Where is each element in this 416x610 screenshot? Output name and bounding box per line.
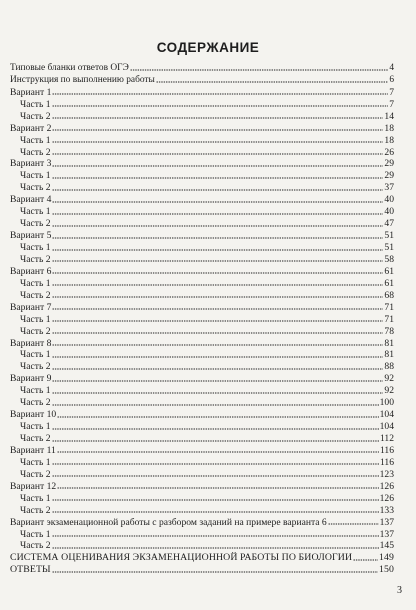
toc-entry-label: Часть 2: [20, 504, 51, 516]
toc-entry-label: Часть 2: [20, 540, 51, 552]
dot-leader: [52, 117, 384, 119]
toc-entry-page: 51: [384, 242, 394, 253]
dot-leader: [52, 356, 384, 358]
dot-leader: [52, 189, 384, 191]
toc-entry-label: Часть 2: [20, 361, 51, 373]
toc-entry-label: Вариант 5: [10, 230, 52, 242]
dot-leader: [52, 463, 379, 465]
toc-subentry: [10, 396, 394, 408]
toc-subentry: [10, 313, 394, 325]
dot-leader: [52, 105, 389, 107]
toc-entry: [10, 372, 394, 384]
toc-entry-page: 123: [379, 468, 394, 480]
toc-subentry: [10, 349, 394, 361]
toc-subentry: [10, 420, 394, 432]
toc-entry-label: Часть 1: [20, 277, 51, 289]
dot-leader: [52, 177, 384, 179]
toc-entry-label: Часть 1: [20, 349, 51, 361]
toc-entry-page: 100: [379, 397, 394, 409]
toc-entry-label: Часть 2: [20, 218, 51, 230]
toc-entry: [10, 480, 394, 492]
toc-entry-label: Вариант 11: [10, 444, 56, 456]
page-number: 3: [397, 585, 402, 596]
toc-subentry: [10, 169, 394, 181]
toc-entry-label: Часть 1: [20, 456, 51, 468]
toc-subentry: [10, 241, 394, 253]
toc-entry-label: Вариант экзаменационной работы с разбором заданий на примере варианта 6: [10, 516, 327, 528]
dot-leader: [52, 535, 379, 537]
dot-leader: [52, 392, 384, 394]
toc-entry-label: Часть 1: [20, 385, 51, 397]
toc-entry-page: 104: [379, 409, 394, 421]
toc-entry-label: Вариант 8: [10, 337, 52, 349]
dot-leader: [52, 320, 384, 322]
toc-entry-label: Часть 1: [20, 206, 51, 218]
dot-leader: [52, 428, 379, 430]
dot-leader: [52, 547, 379, 549]
toc-entry-page: 71: [384, 301, 394, 313]
dot-leader: [52, 129, 383, 131]
toc-entry-page: 61: [384, 265, 394, 277]
dot-leader: [52, 511, 379, 513]
dot-leader: [52, 213, 384, 215]
dot-leader: [52, 344, 383, 346]
dot-leader: [52, 571, 378, 573]
toc-entry-label: Вариант 6: [10, 265, 52, 277]
toc-entry-page: 7: [389, 86, 394, 98]
toc-entry-page: 133: [379, 504, 394, 516]
toc-entry-label: Часть 2: [20, 289, 51, 301]
toc-subentry: [10, 432, 394, 444]
toc-entry-page: 81: [384, 337, 394, 349]
dot-leader: [52, 272, 383, 274]
toc-entry-label: Вариант 3: [10, 158, 52, 170]
toc-entry-page: 4: [389, 62, 394, 73]
toc-entry-page: 29: [384, 170, 394, 182]
toc-entry-page: 14: [384, 110, 394, 122]
toc-entry: [10, 158, 394, 170]
toc-entry-label: Часть 1: [20, 134, 51, 146]
toc-entry-label: Вариант 7: [10, 301, 52, 313]
toc-subentry: [10, 325, 394, 337]
toc-entry-page: 150: [379, 564, 394, 576]
toc-entry: [10, 551, 394, 563]
toc-entry-label: Часть 1: [20, 492, 51, 504]
toc-subentry: [10, 205, 394, 217]
toc-entry-page: 116: [379, 444, 394, 456]
toc-entry: [10, 444, 394, 456]
dot-leader: [52, 308, 383, 310]
dot-leader: [353, 559, 378, 561]
toc-entry-page: 6: [389, 74, 394, 85]
toc-entry-page: 137: [379, 528, 394, 540]
toc-entry-page: 149: [379, 552, 394, 564]
toc-entry-label: Часть 1: [20, 421, 51, 433]
toc-subentry: [10, 277, 394, 289]
dot-leader: [52, 249, 384, 251]
toc-entry-label: Часть 2: [20, 468, 51, 480]
toc-entry-label: Типовые бланки ответов ОГЭ: [10, 62, 129, 73]
toc-subentry: [10, 456, 394, 468]
toc-subentry: [10, 217, 394, 229]
dot-leader: [52, 237, 383, 239]
dot-leader: [52, 332, 384, 334]
dot-leader: [52, 296, 384, 298]
toc-entry-page: 92: [384, 373, 394, 385]
toc-entry-label: Часть 2: [20, 325, 51, 337]
dot-leader: [52, 260, 384, 262]
toc-subentry: [10, 540, 394, 552]
toc-subentry: [10, 468, 394, 480]
dot-leader: [52, 380, 383, 382]
toc-entry: [10, 301, 394, 313]
toc-entry-label: Часть 1: [20, 528, 51, 540]
toc-subentry: [10, 253, 394, 265]
toc-entry-page: 71: [384, 313, 394, 325]
toc-entry: [10, 265, 394, 277]
toc-entry: [10, 563, 394, 575]
toc-entry-label: ОТВЕТЫ: [10, 564, 51, 576]
toc-entry: [10, 62, 394, 74]
toc-entry-label: Часть 2: [20, 146, 51, 158]
toc-subentry: [10, 384, 394, 396]
toc-subentry: [10, 134, 394, 146]
toc-subentry: [10, 360, 394, 372]
toc-entry-label: Часть 2: [20, 433, 51, 444]
toc-entry-page: 112: [379, 433, 394, 444]
dot-leader: [52, 499, 379, 501]
toc-entry-page: 92: [384, 385, 394, 397]
toc-entry-label: Часть 1: [20, 242, 51, 253]
toc-entry-page: 40: [384, 194, 394, 206]
toc-entry-label: Инструкция по выполнению работы: [10, 74, 155, 85]
toc-subentry: [10, 146, 394, 158]
dot-leader: [52, 141, 384, 143]
dot-leader: [52, 284, 384, 286]
toc-entry: [10, 408, 394, 420]
toc-entry-page: 26: [384, 146, 394, 158]
toc-entry-page: 145: [379, 540, 394, 552]
dot-leader: [52, 93, 388, 95]
toc-entry-page: 137: [379, 516, 394, 528]
toc-entry: [10, 122, 394, 134]
toc-entry-page: 81: [384, 349, 394, 361]
dot-leader: [57, 487, 378, 489]
dot-leader: [52, 225, 384, 227]
toc-entry-page: 61: [384, 277, 394, 289]
toc-entry-page: 88: [384, 361, 394, 373]
toc-entry-page: 78: [384, 325, 394, 337]
toc-subentry: [10, 110, 394, 122]
dot-leader: [57, 416, 378, 418]
toc-entry-label: Вариант 10: [10, 409, 57, 421]
toc-entry-page: 51: [384, 230, 394, 242]
toc-entry: [10, 86, 394, 98]
toc-entry-label: Часть 1: [20, 170, 51, 182]
toc-entry-label: Часть 2: [20, 253, 51, 265]
toc-entry-page: 104: [379, 421, 394, 433]
toc-entry-label: Вариант 2: [10, 122, 52, 134]
toc-entry-page: 126: [379, 480, 394, 492]
toc-entry-page: 18: [384, 134, 394, 146]
toc-entry-label: Часть 2: [20, 110, 51, 122]
table-of-contents: [10, 62, 394, 575]
toc-entry-page: 37: [384, 182, 394, 194]
toc-subentry: [10, 528, 394, 540]
toc-entry: [10, 74, 394, 86]
toc-entry-label: Часть 1: [20, 313, 51, 325]
toc-entry: [10, 229, 394, 241]
toc-entry-label: Часть 1: [20, 98, 51, 110]
toc-subentry: [10, 181, 394, 193]
toc-entry: [10, 337, 394, 349]
toc-entry-label: Вариант 4: [10, 194, 52, 206]
dot-leader: [52, 368, 384, 370]
toc-subentry: [10, 492, 394, 504]
toc-entry-label: Вариант 9: [10, 373, 52, 385]
dot-leader: [52, 404, 379, 406]
toc-subentry: [10, 504, 394, 516]
toc-entry-page: 68: [384, 289, 394, 301]
dot-leader: [57, 451, 379, 453]
toc-entry-label: Часть 2: [20, 397, 51, 409]
dot-leader: [52, 475, 379, 477]
page-title: СОДЕРЖАНИЕ: [156, 40, 260, 55]
toc-entry-label: Вариант 1: [10, 86, 52, 98]
dot-leader: [52, 440, 379, 442]
toc-entry: [10, 193, 394, 205]
toc-entry-label: СИСТЕМА ОЦЕНИВАНИЯ ЭКЗАМЕНАЦИОННОЙ РАБОТЫ ПО БИОЛОГИИ: [10, 552, 353, 564]
toc-entry: [10, 516, 394, 528]
toc-entry-page: 7: [389, 98, 394, 110]
toc-entry-page: 40: [384, 206, 394, 218]
toc-entry-page: 116: [379, 456, 394, 468]
dot-leader: [52, 165, 383, 167]
toc-entry-page: 58: [384, 253, 394, 265]
dot-leader: [130, 69, 389, 71]
dot-leader: [156, 81, 388, 83]
dot-leader: [328, 523, 379, 525]
toc-subentry: [10, 98, 394, 110]
toc-entry-page: 18: [384, 122, 394, 134]
toc-entry-page: 29: [384, 158, 394, 170]
dot-leader: [52, 201, 383, 203]
toc-subentry: [10, 289, 394, 301]
toc-entry-page: 126: [379, 492, 394, 504]
toc-entry-label: Часть 2: [20, 182, 51, 194]
dot-leader: [52, 153, 384, 155]
toc-entry-page: 47: [384, 218, 394, 230]
toc-entry-label: Вариант 12: [10, 480, 57, 492]
